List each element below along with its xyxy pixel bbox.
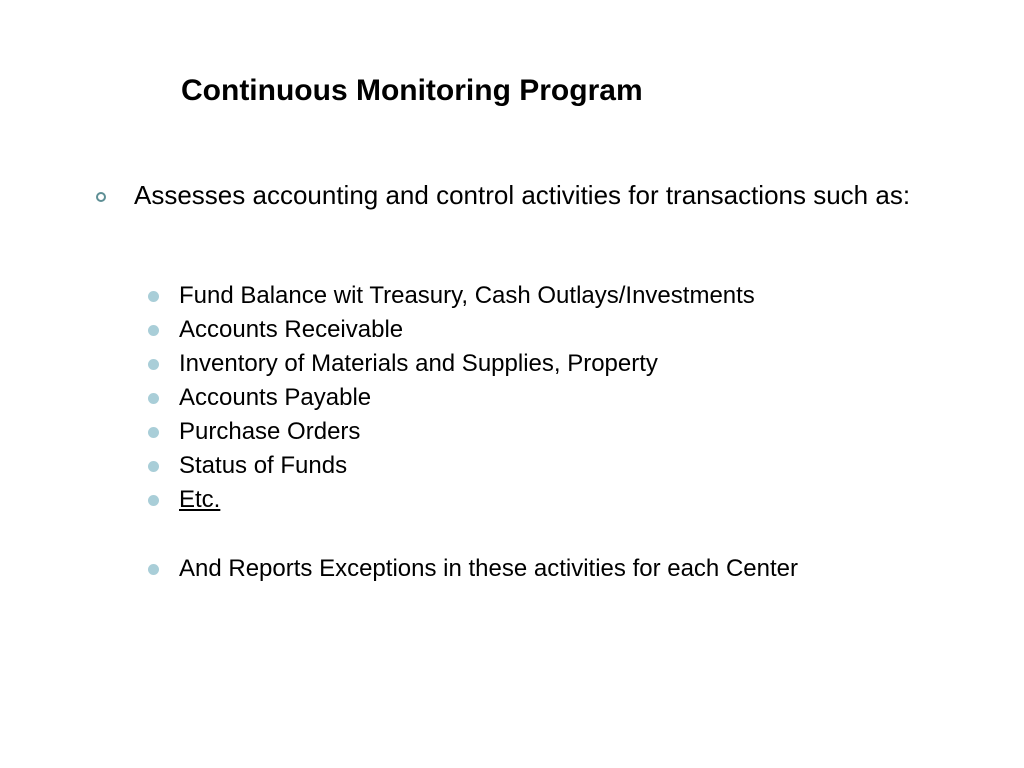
list-item-text: Accounts Receivable [179, 316, 404, 343]
list-item [148, 313, 755, 347]
dot-bullet-icon [148, 564, 159, 575]
list-item [148, 347, 755, 381]
final-bullet-text: And Reports Exceptions in these activities for each Center [179, 555, 798, 582]
list-item-text: Fund Balance wit Treasury, Cash Outlays/Investments [179, 282, 755, 309]
dot-bullet-icon [148, 461, 159, 472]
list-item-text: Inventory of Materials and Supplies, Property [179, 350, 658, 377]
list-item [148, 381, 755, 415]
final-bullet [148, 552, 798, 586]
dot-bullet-icon [148, 291, 159, 302]
list-item [148, 279, 755, 313]
ring-bullet-icon [96, 192, 106, 202]
dot-bullet-icon [148, 393, 159, 404]
list-item-etc [148, 483, 755, 517]
list-item-text: Status of Funds [179, 452, 348, 479]
list-item-text: Accounts Payable [179, 384, 372, 411]
sub-bullet-list [148, 279, 755, 517]
dot-bullet-icon [148, 495, 159, 506]
etc-link[interactable]: Etc. [179, 486, 221, 513]
dot-bullet-icon [148, 427, 159, 438]
dot-bullet-icon [148, 325, 159, 336]
dot-bullet-icon [148, 359, 159, 370]
main-bullet [96, 181, 916, 210]
list-item [148, 449, 755, 483]
slide-title: Continuous Monitoring Program [181, 74, 643, 107]
list-item-text: Purchase Orders [179, 418, 361, 445]
main-bullet-text: Assesses accounting and control activities for transactions such as: [134, 180, 911, 210]
list-item [148, 415, 755, 449]
